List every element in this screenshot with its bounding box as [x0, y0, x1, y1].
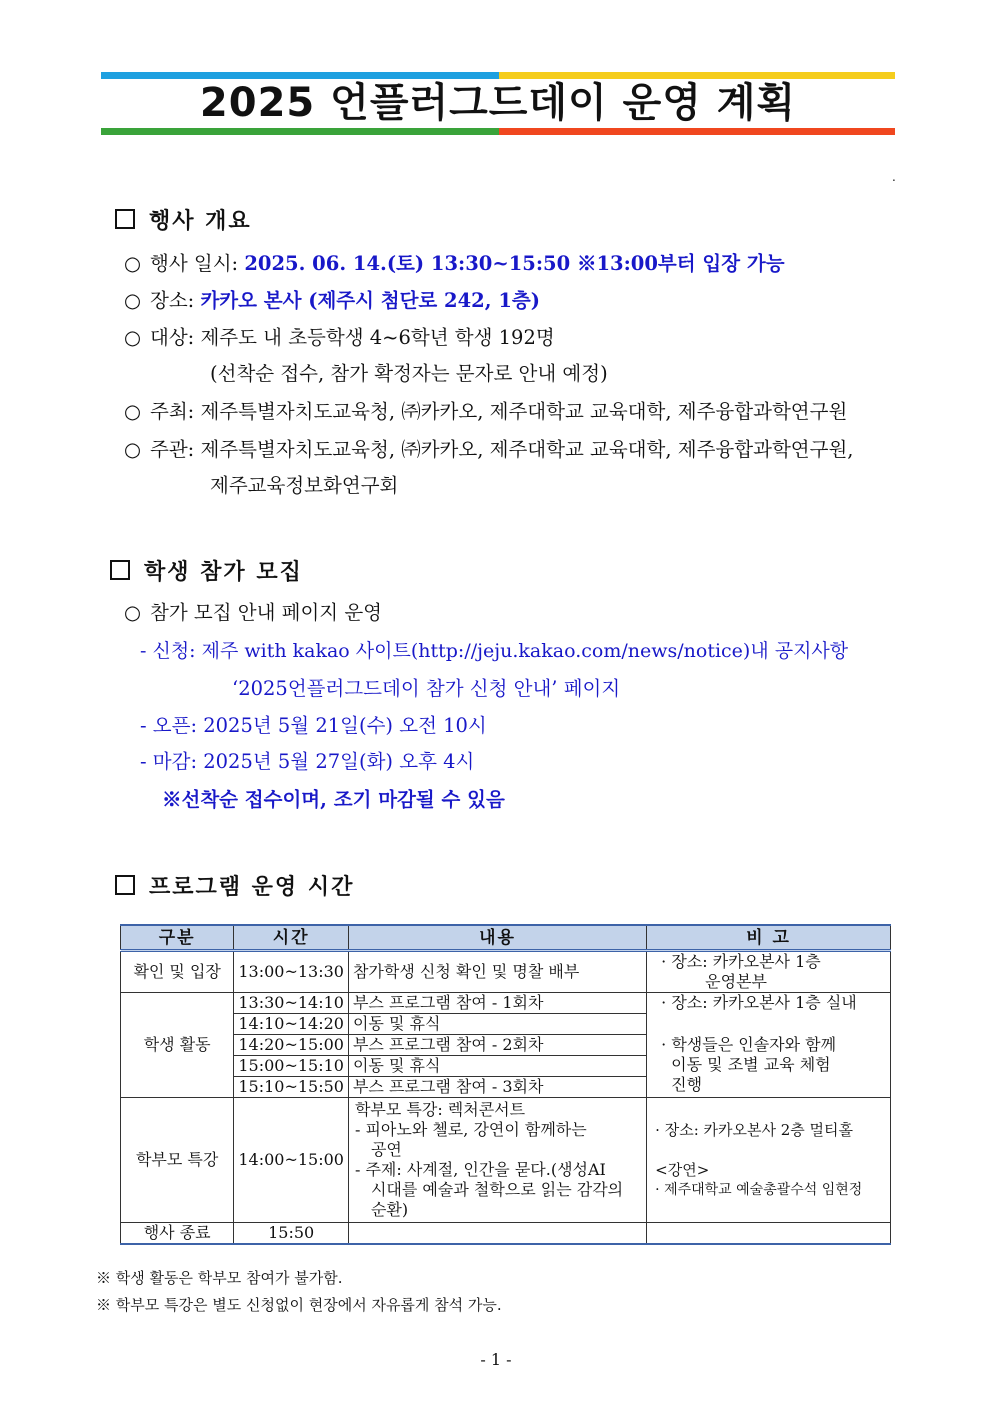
title-band-bottom-green: [101, 128, 499, 135]
event-place-line: [124, 285, 540, 313]
section-heading-recruit: [110, 555, 303, 586]
host-value: 제주특별자치도교육청, ㈜카카오, 제주대학교 교육대학, 제주융합과학연구원: [200, 400, 848, 423]
content-text: - 피아노와 첼로, 강연이 함께하는: [354, 1120, 587, 1139]
content-text: 시대를 예술과 철학으로 읽는 감각의: [370, 1180, 624, 1199]
checkbox-square-icon: [110, 560, 130, 580]
time-cell: 13:00~13:30: [234, 951, 349, 993]
note-text: · 장소: 카카오본사 1층: [661, 952, 821, 971]
checkbox-square-icon: [115, 209, 135, 229]
title-band-top-blue: [101, 72, 499, 79]
content-cell: [348, 1223, 646, 1245]
section-heading-overview: [115, 204, 252, 235]
organizer-value-continued: 제주교육정보화연구회: [210, 474, 399, 497]
footnote-1: ※ 학생 활동은 학부모 참여가 불가함.: [96, 1269, 343, 1287]
circle-bullet-icon: ○: [124, 252, 142, 275]
recruit-intro-line: [124, 597, 382, 625]
open-line: - 오픈: 2025년 5월 21일(수) 오전 10시: [140, 714, 487, 737]
content-text: 공연: [370, 1140, 402, 1159]
header-note: 비 고: [647, 925, 891, 951]
place-label: 장소:: [150, 289, 195, 312]
target-value: 제주도 내 초등학생 4~6학년 학생 192명: [200, 326, 555, 349]
date-value: 2025. 06. 14.(토) 13:30~15:50 ※13:00부터 입장 가능: [244, 252, 785, 275]
close-line: - 마감: 2025년 5월 27일(화) 오후 4시: [140, 750, 475, 773]
note-text: <강연>: [655, 1161, 710, 1179]
content-cell: 부스 프로그램 참여 - 2회차: [348, 1035, 646, 1056]
event-host-line: [124, 396, 847, 424]
section-heading-program: [115, 870, 354, 901]
checkbox-square-icon: [115, 875, 135, 895]
section-heading-text: 프로그램 운영 시간: [149, 874, 355, 900]
warning-line: ※선착순 접수이며, 조기 마감될 수 있음: [162, 788, 505, 811]
title-band-bottom-red: [499, 128, 895, 135]
time-cell: 14:20~15:00: [234, 1035, 349, 1056]
note-cell: [647, 1223, 891, 1245]
page-title: 2025 언플러그드데이 운영 계획: [199, 80, 797, 126]
circle-bullet-icon: ○: [124, 438, 142, 461]
note-cell: [647, 951, 891, 993]
time-cell: 13:30~14:10: [234, 993, 349, 1014]
content-text: - 주제: 사계절, 인간을 묻다.(생성AI: [354, 1160, 606, 1179]
content-cell: [348, 1098, 646, 1223]
event-target-line: [124, 322, 555, 350]
page-number: - 1 -: [480, 1350, 512, 1369]
apply-line: - 신청: 제주 with kakao 사이트(http://jeju.kakao.com/news/notice)내 공지사항: [140, 640, 849, 662]
category-cell: 학부모 특강: [121, 1098, 234, 1223]
note-text: 운영본부: [705, 972, 767, 991]
table-row: [121, 1223, 891, 1245]
target-note: (선착순 접수, 참가 확정자는 문자로 안내 예정): [210, 362, 608, 385]
content-cell: 참가학생 신청 확인 및 명찰 배부: [348, 951, 646, 993]
time-cell: 15:50: [234, 1223, 349, 1245]
header-content: 내용: [348, 925, 646, 951]
corner-mark: .: [892, 170, 896, 184]
organizer-label: 주관:: [150, 438, 195, 461]
event-organizer-line: [124, 434, 854, 462]
circle-bullet-icon: ○: [124, 400, 142, 423]
apply-line-continued: ‘2025언플러그드데이 참가 신청 안내’ 페이지: [232, 677, 621, 700]
circle-bullet-icon: ○: [124, 601, 142, 624]
table-row: [121, 1098, 891, 1223]
content-text: 순환): [370, 1200, 409, 1219]
section-heading-text: 행사 개요: [149, 208, 252, 234]
table-row: [121, 951, 891, 993]
content-cell: 부스 프로그램 참여 - 3회차: [348, 1077, 646, 1098]
table-row: [121, 993, 891, 1014]
section-heading-text: 학생 참가 모집: [144, 559, 303, 585]
note-cell: [647, 1098, 891, 1223]
event-date-line: [124, 248, 785, 276]
time-cell: 15:10~15:50: [234, 1077, 349, 1098]
content-cell: 이동 및 휴식: [348, 1014, 646, 1035]
header-category: 구분: [121, 925, 234, 951]
table-header-row: [121, 925, 891, 951]
header-time: 시간: [234, 925, 349, 951]
content-text: 학부모 특강: 렉처콘서트: [354, 1100, 526, 1119]
time-cell: 14:10~14:20: [234, 1014, 349, 1035]
organizer-value: 제주특별자치도교육청, ㈜카카오, 제주대학교 교육대학, 제주융합과학연구원,: [200, 438, 854, 461]
category-cell: 확인 및 입장: [121, 951, 234, 993]
content-cell: 이동 및 휴식: [348, 1056, 646, 1077]
category-cell: 행사 종료: [121, 1223, 234, 1245]
place-value: 카카오 본사 (제주시 첨단로 242, 1층): [200, 289, 540, 312]
time-cell: 15:00~15:10: [234, 1056, 349, 1077]
content-cell: 부스 프로그램 참여 - 1회차: [348, 993, 646, 1014]
note-text: · 학생들은 인솔자와 함께: [661, 1035, 837, 1054]
note-text: 진행: [671, 1075, 703, 1094]
note-text: 이동 및 조별 교육 체험: [671, 1055, 831, 1074]
target-label: 대상:: [150, 326, 195, 349]
circle-bullet-icon: ○: [124, 326, 142, 349]
note-cell: [647, 993, 891, 1098]
note-text: · 제주대학교 예술총괄수석 임현정: [655, 1182, 863, 1198]
recruit-intro: 참가 모집 안내 페이지 운영: [150, 601, 383, 624]
footnote-2: ※ 학부모 특강은 별도 신청없이 현장에서 자유롭게 참석 가능.: [96, 1296, 502, 1314]
program-table: [120, 924, 891, 1245]
category-cell: 학생 활동: [121, 993, 234, 1098]
note-text: · 장소: 카카오본사 2층 멀티홀: [655, 1121, 854, 1139]
note-text: · 장소: 카카오본사 1층 실내: [661, 993, 857, 1012]
date-label: 행사 일시:: [150, 252, 239, 275]
time-cell: 14:00~15:00: [234, 1098, 349, 1223]
title-band-top-yellow: [499, 72, 895, 79]
host-label: 주최:: [150, 400, 195, 423]
circle-bullet-icon: ○: [124, 289, 142, 312]
